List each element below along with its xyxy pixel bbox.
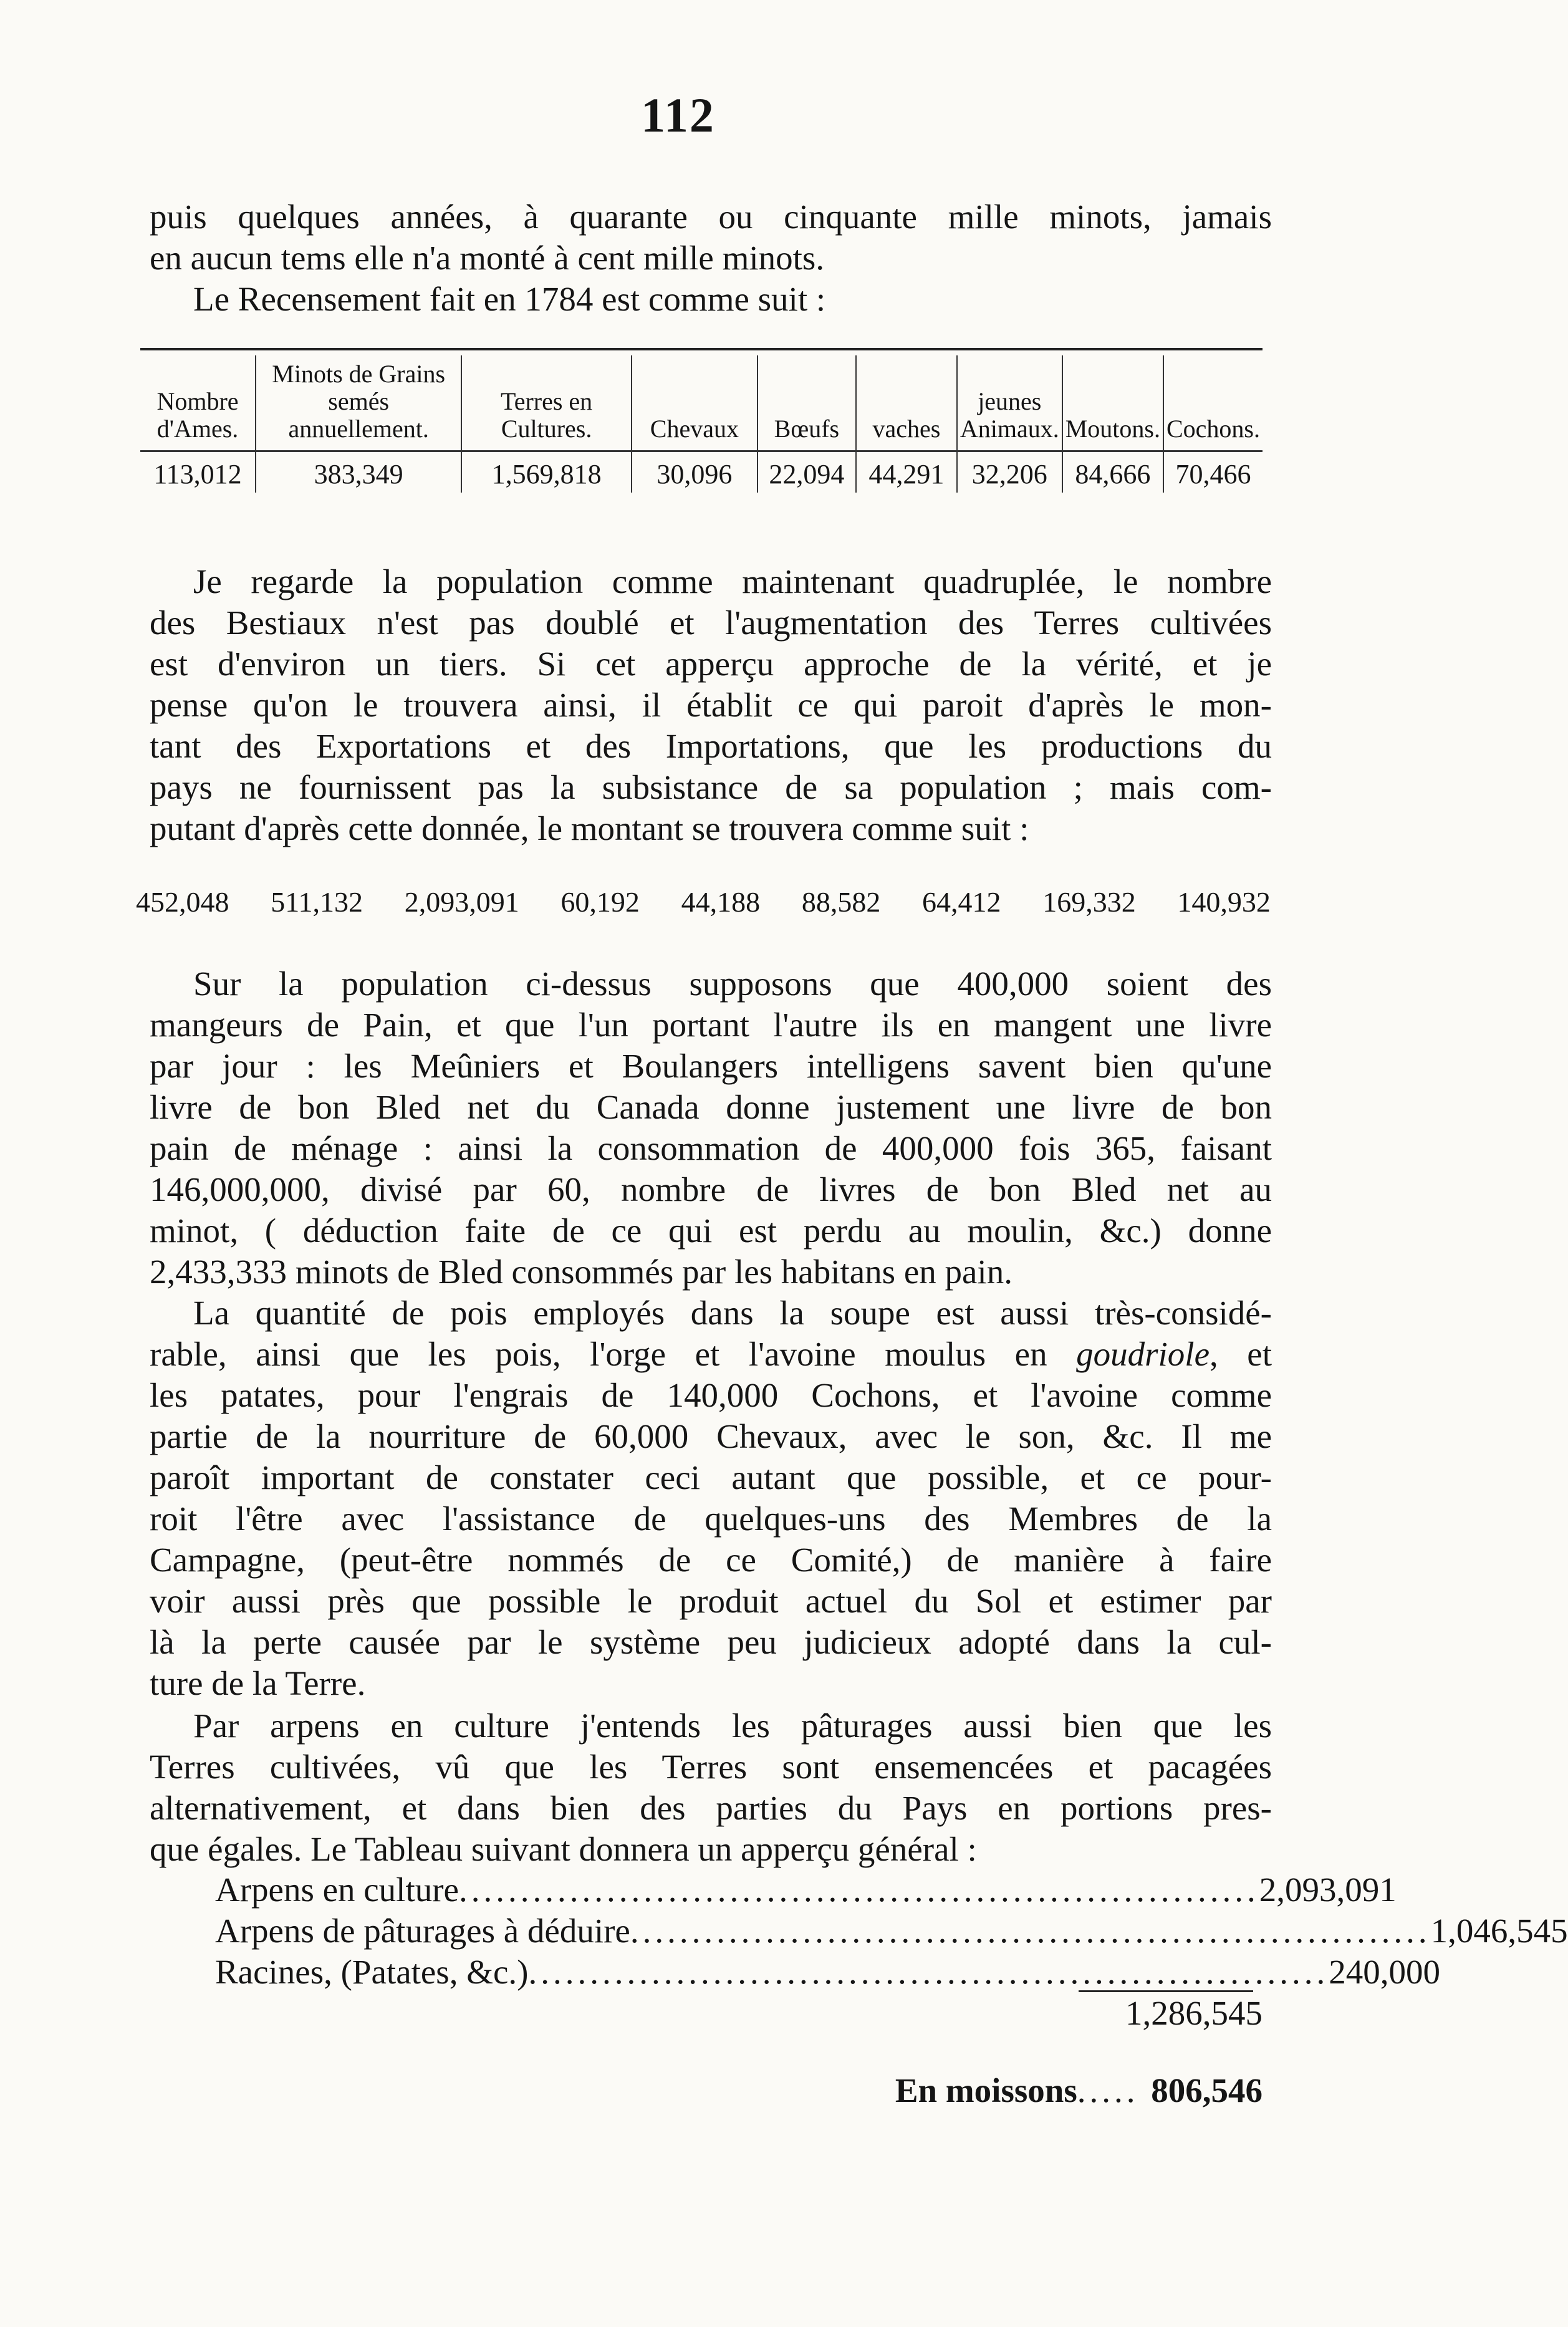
text-line: mangeurs de Pain, et que l'un portant l'autre ils en mangent une livre	[150, 1006, 1272, 1044]
text-line	[150, 1334, 1272, 1375]
column-header: Chevaux	[632, 355, 758, 451]
text-line: Sur la population ci-dessus supposons que 400,000 soient des	[193, 965, 1272, 1003]
computed-value: 64,412	[922, 886, 1001, 918]
text-line: ture de la Terre.	[150, 1664, 366, 1702]
text-line: voir aussi près que possible le produit actuel du Sol et estimer par	[150, 1582, 1272, 1620]
ledger-total-label: En moissons	[895, 2071, 1077, 2109]
computed-value: 44,188	[681, 886, 761, 918]
computed-value: 2,093,091	[404, 886, 519, 918]
column-header: Nombre d'Ames.	[156, 387, 239, 443]
leader-dots: .................................................................	[630, 1912, 1431, 1950]
computed-value: 88,582	[801, 886, 881, 918]
computed-values-row	[136, 885, 1271, 918]
text-line: roit l'être avec l'assistance de quelques-uns des Membres de la	[150, 1500, 1272, 1538]
ledger-total-value: 806,546	[1151, 2071, 1263, 2109]
text-line: en aucun tems elle n'a monté à cent mille minots.	[150, 239, 825, 277]
column-header: Bœufs	[758, 355, 856, 451]
paragraph-population	[150, 561, 1272, 849]
computed-value: 60,192	[560, 886, 640, 918]
italic-term: goudriole	[1076, 1335, 1210, 1373]
ledger-total-row	[215, 2070, 1263, 2111]
table-cell: 84,666	[1062, 451, 1163, 493]
text-line: Campagne, (peut-être nommés de ce Comité,) de manière à faire	[150, 1541, 1272, 1579]
leader-dots: .....	[1077, 2071, 1152, 2109]
text-line: les patates, pour l'engrais de 140,000 Cochons, et l'avoine comme	[150, 1376, 1272, 1414]
ledger-row	[215, 1869, 1397, 1910]
ledger-value: 2,093,091	[1259, 1871, 1397, 1909]
text-line: est d'environ un tiers. Si cet apperçu approche de la vérité, et je	[150, 645, 1272, 683]
column-header: Moutons.	[1062, 355, 1163, 451]
table-top-rule	[140, 348, 1263, 350]
table-cell: 113,012	[140, 451, 256, 493]
text-line: des Bestiaux n'est pas doublé et l'augmentation des Terres cultivées	[150, 604, 1272, 642]
computed-value: 169,332	[1042, 886, 1136, 918]
text-line: 146,000,000, divisé par 60, nombre de livres de bon Bled net au	[150, 1170, 1272, 1208]
table-cell: 32,206	[957, 451, 1062, 493]
text-line: pays ne fournissent pas la subsistance de sa population ; mais com-	[150, 768, 1272, 806]
text-line: Terres cultivées, vû que les Terres sont ensemencées et pacagées	[150, 1748, 1272, 1786]
ledger-row	[215, 1952, 1440, 1993]
text-line: livre de bon Bled net du Canada donne justement une livre de bon	[150, 1088, 1272, 1126]
leader-dots: .................................................................	[458, 1871, 1259, 1909]
table-row	[140, 451, 1263, 493]
ledger-label: Arpens en culture	[215, 1871, 459, 1909]
text-line: pain de ménage : ainsi la consommation de 400,000 fois 365, faisant	[150, 1129, 1272, 1167]
table-cell: 383,349	[256, 451, 461, 493]
table-header-row	[140, 355, 1263, 451]
computed-value: 140,932	[1177, 886, 1271, 918]
column-header: Cochons.	[1163, 355, 1263, 451]
text-line: partie de la nourriture de 60,000 Chevaux, avec le son, &c. Il me	[150, 1417, 1272, 1455]
text-line: Je regarde la population comme maintenant quadruplée, le nombre	[193, 562, 1272, 600]
text-fragment: rable, ainsi que les pois, l'orge et l'avoine moulus en	[150, 1335, 1077, 1373]
text-line: pense qu'on le trouvera ainsi, il établit ce qui paroit d'après le mon-	[150, 686, 1272, 724]
paragraph-peas	[150, 1293, 1272, 1704]
text-line: alternativement, et dans bien des parties du Pays en portions pres-	[150, 1789, 1272, 1827]
ledger-value: 240,000	[1329, 1953, 1440, 1991]
subtotal-rule	[1079, 1990, 1253, 1992]
table-cell: 22,094	[758, 451, 856, 493]
text-line: tant des Exportations et des Importations, que les productions du	[150, 727, 1272, 765]
ledger-label: Racines, (Patates, &c.)	[215, 1953, 529, 1991]
table-cell: 44,291	[856, 451, 957, 493]
column-header: vaches	[856, 355, 957, 451]
ledger-subtotal: 1,286,545	[1125, 1994, 1263, 2032]
text-line: que égales. Le Tableau suivant donnera un apperçu général :	[150, 1830, 977, 1868]
text-line: putant d'après cette donnée, le montant se trouvera comme suit :	[150, 809, 1029, 847]
leader-dots: .................................................................	[528, 1953, 1329, 1991]
table-cell: 30,096	[632, 451, 758, 493]
text-line: puis quelques années, à quarante ou cinquante mille minots, jamais	[150, 198, 1272, 236]
intro-paragraph	[150, 196, 1272, 320]
text-line: Le Recensement fait en 1784 est comme suit :	[193, 280, 826, 318]
paragraph-bread	[150, 963, 1272, 1293]
text-fragment: , et	[1210, 1335, 1272, 1373]
census-table	[140, 355, 1263, 493]
column-header: jeunes Animaux.	[957, 355, 1062, 451]
ledger-row	[215, 1910, 1568, 1952]
text-line: minot, ( déduction faite de ce qui est perdu au moulin, &c.) donne	[150, 1212, 1272, 1250]
text-line: 2,433,333 minots de Bled consommés par les habitans en pain.	[150, 1253, 1012, 1291]
table-cell: 70,466	[1163, 451, 1263, 493]
computed-value: 511,132	[271, 886, 363, 918]
table-cell: 1,569,818	[461, 451, 632, 493]
ledger-table	[215, 1869, 1568, 2034]
ledger-subtotal-row	[215, 1993, 1263, 2034]
computed-value: 452,048	[136, 886, 229, 918]
text-line: paroît important de constater ceci autant que possible, et ce pour-	[150, 1458, 1272, 1496]
page-number: 112	[641, 88, 715, 142]
paragraph-pasture	[150, 1705, 1272, 1870]
text-line: Par arpens en culture j'entends les pâturages aussi bien que les	[193, 1707, 1272, 1745]
column-header: Minots de Grains semés annuellement.	[256, 355, 461, 451]
ledger-total	[215, 2070, 1263, 2111]
ledger-label: Arpens de pâturages à déduire	[215, 1912, 630, 1950]
text-line: par jour : les Meûniers et Boulangers intelligens savent bien qu'une	[150, 1047, 1272, 1085]
column-header: Terres en Cultures.	[461, 355, 632, 451]
text-line: là la perte causée par le système peu judicieux adopté dans la cul-	[150, 1623, 1272, 1661]
text-line: La quantité de pois employés dans la soupe est aussi très-considé-	[193, 1294, 1272, 1332]
ledger-value: 1,046,545	[1430, 1912, 1568, 1950]
